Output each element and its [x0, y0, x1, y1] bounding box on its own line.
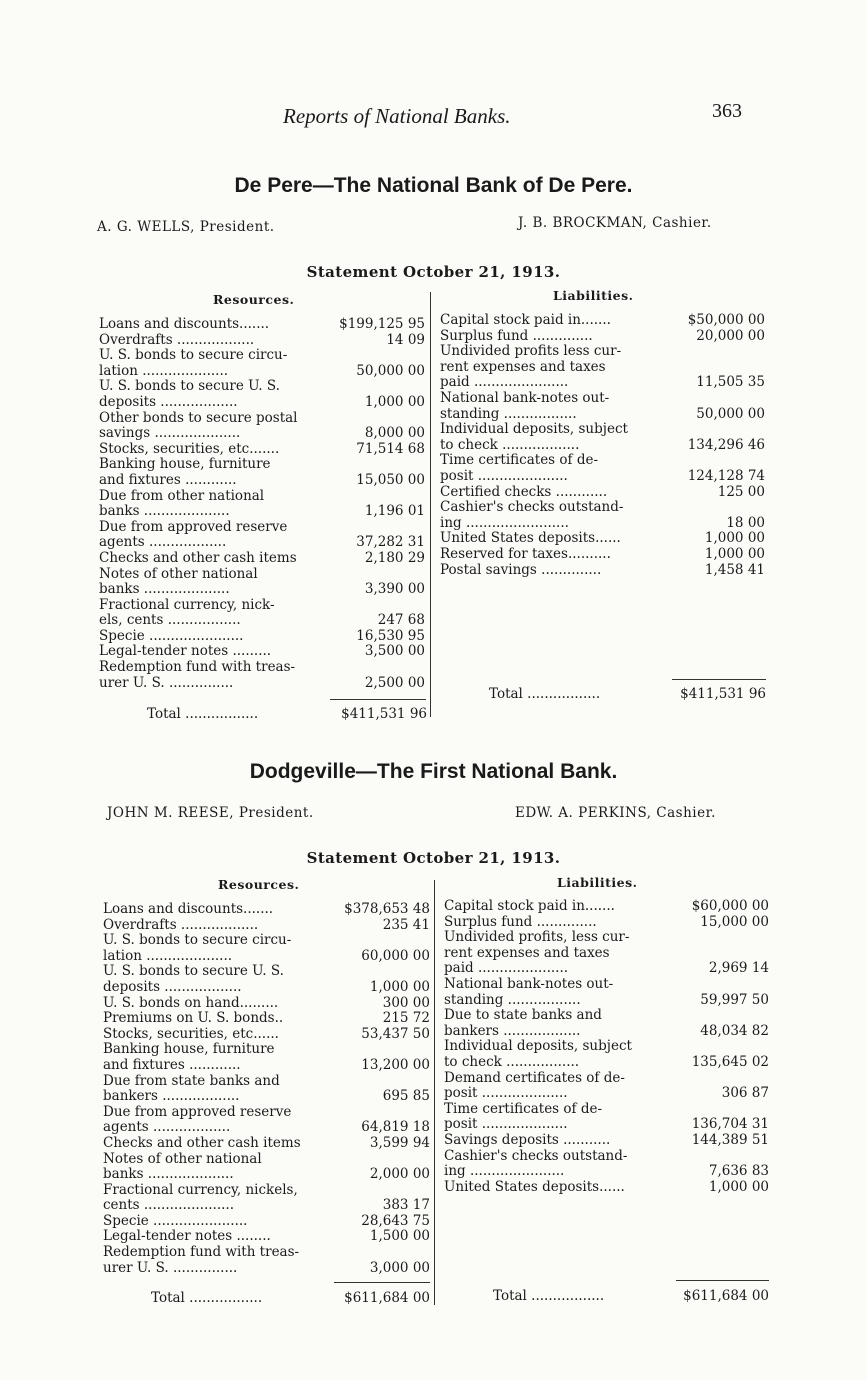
item-amount: 695 85 [382, 1088, 430, 1105]
item-label: Savings deposits ........... [444, 1131, 611, 1148]
item-amount: 18 00 [726, 514, 765, 531]
item-label: Certified checks ............ [440, 483, 608, 500]
item-label: Due from other national banks .................... [99, 487, 265, 520]
liabilities-total [489, 686, 766, 702]
ledger-row [99, 567, 425, 598]
total-label: Total ................. [147, 706, 259, 722]
ledger-row [440, 531, 765, 547]
item-label: Loans and discounts....... [103, 901, 274, 917]
ledger-row [444, 1008, 769, 1039]
column-divider [430, 292, 431, 717]
resources-list [103, 902, 430, 1276]
ledger-row [103, 1105, 430, 1136]
item-label: Undivided profits, less cur- rent expenses and taxes paid ..................... [444, 929, 630, 977]
bank-title: De Pere—The National Bank of De Pere. [234, 174, 633, 197]
item-label: Checks and other cash items [103, 1134, 301, 1151]
ledger-row [103, 1245, 430, 1276]
item-amount: 64,819 18 [361, 1119, 430, 1136]
item-amount: 2,500 00 [364, 674, 425, 691]
item-amount: 3,390 00 [364, 581, 425, 598]
item-amount: $60,000 00 [691, 898, 769, 914]
total-rule [676, 1280, 769, 1281]
resources-list [99, 317, 425, 691]
item-amount: 1,000 00 [369, 978, 430, 995]
ledger-row [444, 977, 769, 1008]
ledger-row [444, 1149, 769, 1180]
ledger-row [103, 1027, 430, 1043]
item-amount: 2,180 29 [364, 549, 425, 566]
item-label: United States deposits...... [444, 1178, 625, 1195]
item-amount: 1,000 00 [364, 393, 425, 410]
resources-total [147, 706, 427, 722]
total-label: Total ................. [489, 686, 601, 702]
ledger-row [99, 520, 425, 551]
ledger-row [103, 918, 430, 934]
resources-heading: Resources. [213, 292, 295, 307]
item-label: Due from state banks and bankers .................. [103, 1072, 280, 1105]
ledger-row [99, 411, 425, 442]
item-amount: 15,050 00 [356, 471, 425, 488]
ledger-row [99, 489, 425, 520]
total-label: Total ................. [151, 1290, 263, 1306]
item-amount: 50,000 00 [696, 405, 765, 422]
item-label: Redemption fund with treas- urer U. S. ............... [99, 659, 296, 691]
item-amount: 71,514 68 [356, 440, 425, 457]
ledger-row [103, 933, 430, 964]
item-amount: 124,128 74 [687, 467, 765, 484]
total-amount: $611,684 00 [344, 1290, 430, 1306]
ledger-row [440, 313, 765, 329]
ledger-row [444, 1180, 769, 1196]
ledger-row [103, 1011, 430, 1027]
item-label: Loans and discounts....... [99, 316, 270, 332]
cashier: J. B. BROCKMAN, Cashier. [518, 215, 712, 231]
ledger-row [99, 379, 425, 410]
ledger-row [99, 317, 425, 333]
ledger-row [103, 1183, 430, 1214]
item-label: Legal-tender notes ......... [99, 643, 272, 660]
item-amount: 383 17 [382, 1197, 430, 1214]
item-amount: 125 00 [717, 483, 765, 500]
ledger-row [440, 344, 765, 391]
item-label: Legal-tender notes ........ [103, 1228, 271, 1245]
item-label: Surplus fund .............. [444, 913, 597, 930]
item-label: Overdrafts .................. [103, 916, 259, 933]
ledger-row [440, 485, 765, 501]
president: A. G. WELLS, President. [97, 219, 275, 235]
item-amount: 20,000 00 [696, 327, 765, 344]
item-amount: $378,653 48 [344, 901, 430, 917]
statement-date: Statement October 21, 1913. [306, 849, 561, 867]
item-label: Time certificates of de- posit .................... [444, 1100, 603, 1133]
ledger-row [440, 563, 765, 579]
item-amount: 53,437 50 [361, 1025, 430, 1042]
item-amount: 247 68 [377, 612, 425, 629]
item-amount: 7,636 83 [708, 1163, 769, 1180]
item-label: Premiums on U. S. bonds.. [103, 1010, 284, 1027]
item-label: Capital stock paid in....... [444, 898, 615, 914]
total-amount: $411,531 96 [341, 706, 427, 722]
item-amount: 1,196 01 [364, 503, 425, 520]
item-amount: 2,969 14 [708, 960, 769, 977]
ledger-row [99, 333, 425, 349]
item-label: Fractional currency, nickels, cents ..................... [103, 1181, 298, 1214]
item-label: Due from approved reserve agents .................. [103, 1103, 292, 1136]
total-rule [672, 679, 766, 680]
cashier: EDW. A. PERKINS, Cashier. [515, 805, 716, 821]
item-label: Due from approved reserve agents .................. [99, 518, 288, 551]
item-amount: 136,704 31 [691, 1116, 769, 1133]
item-label: Specie ...................... [103, 1212, 248, 1229]
item-amount: 37,282 31 [356, 534, 425, 551]
ledger-row [99, 348, 425, 379]
item-label: Reserved for taxes.......... [440, 545, 611, 562]
total-rule [334, 1282, 430, 1283]
item-label: Individual deposits, subject to check ................. [444, 1038, 632, 1070]
item-amount: 14 09 [386, 331, 425, 348]
ledger-row [440, 329, 765, 345]
ledger-row [99, 551, 425, 567]
item-label: Stocks, securities, etc...... [103, 1025, 279, 1042]
item-label: U. S. bonds to secure U. S. deposits .................. [103, 963, 284, 995]
liabilities-heading: Liabilities. [557, 875, 638, 890]
resources-heading: Resources. [218, 877, 300, 892]
item-amount: 60,000 00 [361, 947, 430, 964]
ledger-row [99, 457, 425, 488]
column-divider [434, 880, 435, 1305]
item-amount: $50,000 00 [687, 312, 765, 328]
ledger-row [440, 422, 765, 453]
ledger-row [444, 1071, 769, 1102]
item-amount: 16,530 95 [356, 627, 425, 644]
ledger-row [103, 902, 430, 918]
item-amount: 15,000 00 [700, 913, 769, 930]
item-amount: 3,000 00 [369, 1259, 430, 1276]
item-label: Stocks, securities, etc....... [99, 440, 280, 457]
total-rule [330, 699, 426, 700]
item-label: U. S. bonds to secure circu- lation .................... [99, 347, 288, 379]
item-label: Capital stock paid in....... [440, 312, 611, 328]
item-amount: 1,000 00 [704, 545, 765, 562]
ledger-row [444, 1102, 769, 1133]
item-label: Cashier's checks outstand- ing ........................ [440, 499, 624, 531]
ledger-row [440, 500, 765, 531]
liabilities-total [493, 1288, 769, 1304]
item-amount: 135,645 02 [691, 1053, 769, 1070]
item-amount: 48,034 82 [700, 1022, 769, 1039]
item-amount: 11,505 35 [696, 374, 765, 391]
president: JOHN M. REESE, President. [107, 805, 314, 821]
item-amount: 2,000 00 [369, 1166, 430, 1183]
resources-total [151, 1290, 430, 1306]
item-amount: 50,000 00 [356, 362, 425, 379]
item-label: Undivided profits less cur- rent expenses and taxes paid ...................... [440, 343, 622, 391]
item-label: United States deposits...... [440, 530, 621, 547]
liabilities-list [440, 313, 765, 578]
ledger-row [440, 453, 765, 484]
ledger-row [444, 1039, 769, 1070]
item-label: Checks and other cash items [99, 549, 297, 566]
ledger-row [103, 1229, 430, 1245]
ledger-row [99, 644, 425, 660]
item-label: U. S. bonds on hand......... [103, 994, 279, 1011]
item-label: Other bonds to secure postal savings .................... [99, 409, 298, 442]
ledger-row [103, 964, 430, 995]
ledger-row [103, 1136, 430, 1152]
liabilities-list [444, 899, 769, 1195]
page-number: 363 [712, 100, 742, 122]
item-label: U. S. bonds to secure U. S. deposits .................. [99, 378, 280, 410]
item-amount: 3,599 94 [369, 1134, 430, 1151]
item-amount: 235 41 [382, 916, 430, 933]
ledger-row [99, 442, 425, 458]
item-label: Cashier's checks outstand- ing ...................... [444, 1147, 628, 1180]
ledger-row [99, 629, 425, 645]
ledger-row [444, 899, 769, 915]
item-amount: 13,200 00 [361, 1056, 430, 1073]
item-amount: 1,000 00 [704, 530, 765, 547]
item-label: Individual deposits, subject to check .................. [440, 421, 628, 453]
ledger-row [99, 598, 425, 629]
item-amount: 215 72 [382, 1010, 430, 1027]
item-label: Overdrafts .................. [99, 331, 255, 348]
item-label: Time certificates of de- posit ..................... [440, 452, 599, 484]
page-header [0, 100, 867, 130]
bank-title: Dodgeville—The First National Bank. [249, 760, 618, 783]
ledger-row [103, 1074, 430, 1105]
item-amount: 8,000 00 [364, 425, 425, 442]
total-label: Total ................. [493, 1288, 605, 1304]
item-label: U. S. bonds to secure circu- lation .................... [103, 932, 292, 964]
item-amount: 59,997 50 [700, 991, 769, 1008]
item-amount: 1,458 41 [704, 561, 765, 578]
ledger-row [444, 930, 769, 977]
item-amount: 134,296 46 [687, 436, 765, 453]
item-amount: $199,125 95 [339, 316, 425, 332]
item-label: National bank-notes out- standing ................. [440, 389, 610, 422]
item-amount: 28,643 75 [361, 1212, 430, 1229]
ledger-row [440, 391, 765, 422]
item-amount: 3,500 00 [364, 643, 425, 660]
item-label: Banking house, furniture and fixtures ............ [103, 1041, 275, 1073]
item-label: Notes of other national banks .................... [103, 1150, 262, 1183]
item-label: Fractional currency, nick- els, cents ................. [99, 596, 275, 629]
item-label: Demand certificates of de- posit .................... [444, 1069, 625, 1102]
ledger-row [99, 660, 425, 691]
item-label: Due to state banks and bankers .................. [444, 1007, 602, 1039]
item-label: Redemption fund with treas- urer U. S. ............... [103, 1244, 300, 1276]
ledger-row [444, 1133, 769, 1149]
item-label: Surplus fund .............. [440, 327, 593, 344]
item-label: Specie ...................... [99, 627, 244, 644]
item-label: Notes of other national banks .................... [99, 565, 258, 598]
statement-date: Statement October 21, 1913. [306, 263, 561, 281]
item-amount: 1,500 00 [369, 1228, 430, 1245]
item-label: Banking house, furniture and fixtures ............ [99, 456, 271, 488]
ledger-row [444, 915, 769, 931]
item-amount: 144,389 51 [691, 1131, 769, 1148]
item-label: National bank-notes out- standing ................. [444, 975, 614, 1008]
item-label: Postal savings .............. [440, 561, 602, 578]
liabilities-heading: Liabilities. [553, 288, 634, 303]
ledger-row [103, 1152, 430, 1183]
ledger-row [103, 1214, 430, 1230]
total-amount: $411,531 96 [680, 686, 766, 702]
total-amount: $611,684 00 [683, 1288, 769, 1304]
item-amount: 1,000 00 [708, 1178, 769, 1195]
item-amount: 300 00 [382, 994, 430, 1011]
item-amount: 306 87 [721, 1085, 769, 1102]
ledger-row [103, 1042, 430, 1073]
ledger-row [103, 996, 430, 1012]
running-title: Reports of National Banks. [283, 104, 511, 128]
ledger-row [440, 547, 765, 563]
